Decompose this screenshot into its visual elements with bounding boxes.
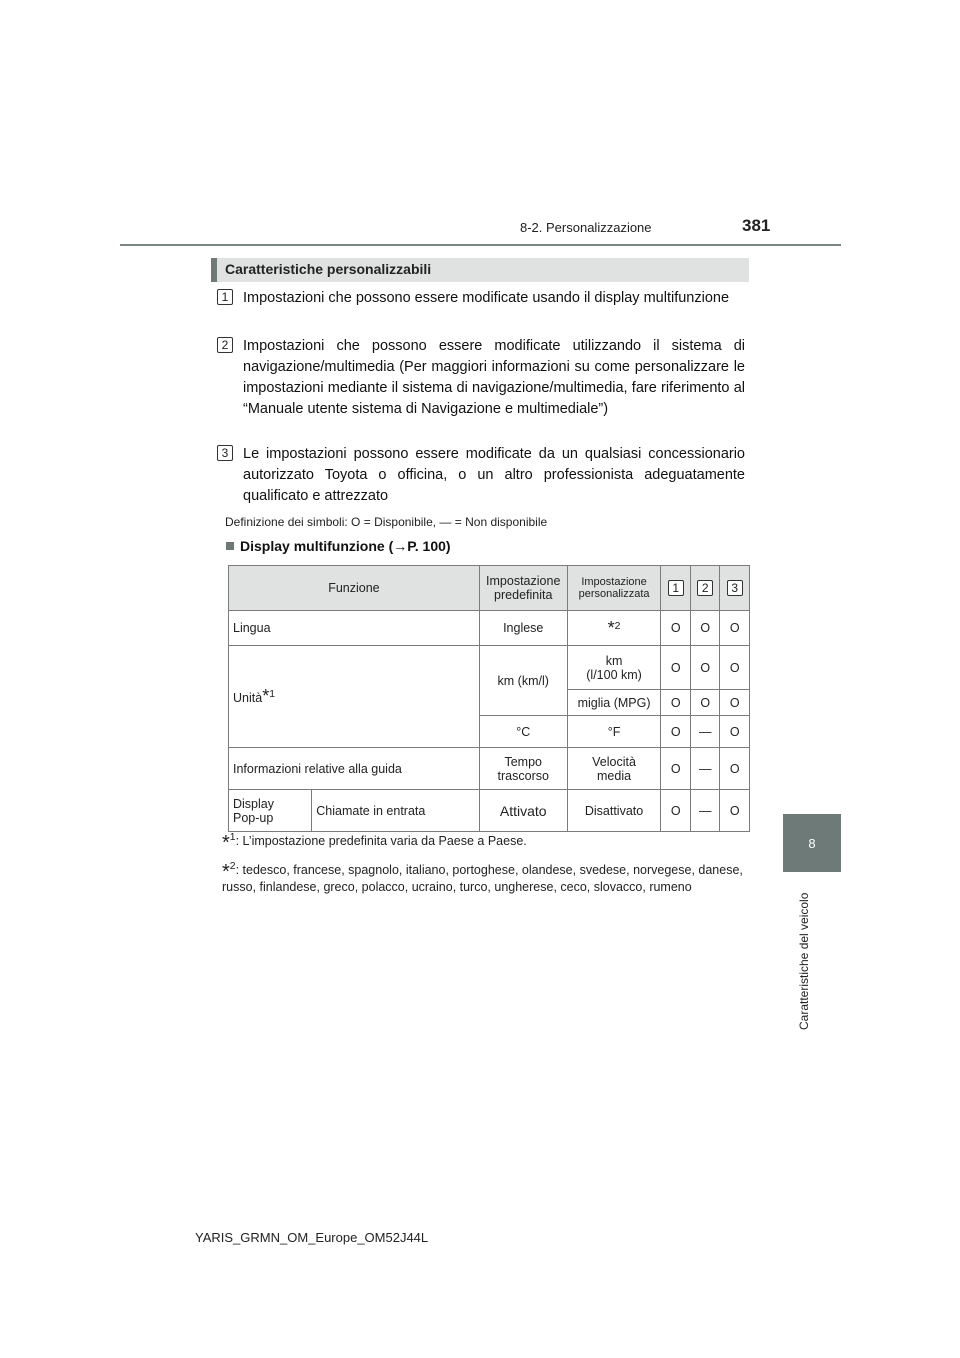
header-rule [120, 244, 841, 246]
cell-custom: km (l/100 km) [567, 646, 661, 690]
arrow-right-icon: → [393, 538, 408, 554]
header-funzione: Funzione [229, 566, 480, 611]
chapter-tab: 8 [783, 814, 841, 872]
cell-default: Attivato [479, 790, 567, 832]
table-header-row [229, 566, 750, 611]
item-2-text: Impostazioni che possono essere modificate utilizzando il sistema di navigazione/multimedia (Per maggiori informazioni su come personalizzare le impostazioni mediante il sistema di navigazione/multimedia, fare riferimento al “Manuale utente sistema di Navigazione e multimediale”) [243, 338, 745, 417]
cell-avail-3: O [720, 790, 750, 832]
cell-avail-1: O [661, 748, 691, 790]
footnote-2: *$^2$: tedesco, francese, spagnolo, italiano, portoghese, olandese, svedese, norvegese, danese, russo, finlandese, greco, polacco, ucraino, turco, ungherese, ceco, slovacco, rumeno [222, 861, 743, 895]
chapter-label [797, 880, 817, 1030]
cell-custom: Disattivato [567, 790, 661, 832]
section-marker [211, 258, 217, 282]
subsection-title: Display multifunzione ( [240, 538, 394, 554]
cell-default: Tempo trascorso [479, 748, 567, 790]
cell-avail-3: O [720, 716, 750, 748]
cell-function: Unità*$^1$ [229, 646, 480, 748]
cell-avail-1: O [661, 790, 691, 832]
table-row [229, 790, 750, 832]
cell-custom: Velocità media [567, 748, 661, 790]
item-3-text: Le impostazioni possono essere modificate da un qualsiasi concessionario autorizzato Toyota o officina, o un altro professionista adeguatamente qualificato e attrezzato [243, 446, 745, 504]
item-1-text: Impostazioni che possono essere modificate usando il display multifunzione [243, 290, 730, 306]
cell-default: km (km/l) [479, 646, 567, 716]
cell-avail-2: O [690, 646, 720, 690]
settings-table [228, 565, 750, 832]
cell-default: Inglese [479, 611, 567, 646]
cell-avail-2: — [690, 716, 720, 748]
number-2-icon: 2 [217, 337, 233, 353]
cell-avail-3: O [720, 690, 750, 716]
cell-avail-3: O [720, 748, 750, 790]
cell-function: Informazioni relative alla guida [229, 748, 480, 790]
cell-subfunction: Chiamate in entrata [312, 790, 480, 832]
subsection-heading [226, 538, 451, 554]
cell-avail-2: — [690, 790, 720, 832]
page-number: 381 [742, 216, 771, 235]
header-section: 8-2. Personalizzazione [520, 220, 652, 235]
cell-function: Lingua [229, 611, 480, 646]
table-row [229, 646, 750, 690]
cell-custom: miglia (MPG) [567, 690, 661, 716]
number-3-icon: 3 [217, 445, 233, 461]
cell-custom: °F [567, 716, 661, 748]
square-bullet-icon [226, 542, 234, 550]
item-2 [217, 336, 745, 420]
cell-avail-1: O [661, 646, 691, 690]
cell-avail-3: O [720, 611, 750, 646]
symbol-definitions: Definizione dei simboli: O = Disponibile, — = Non disponibile [225, 515, 548, 529]
number-3-icon: 3 [727, 580, 743, 596]
number-2-icon: 2 [697, 580, 713, 596]
item-1 [217, 288, 745, 309]
cell-function: Display Pop-up [229, 790, 312, 832]
chapter-label-text: Caratteristiche del veicolo [797, 892, 811, 1030]
page-reference[interactable]: P. 100) [407, 538, 451, 554]
cell-avail-1: O [661, 611, 691, 646]
header-col-1 [661, 566, 691, 611]
cell-custom: *$^2$ [567, 611, 661, 646]
cell-default: °C [479, 716, 567, 748]
header-custom: Impostazione personalizzata [567, 566, 661, 611]
header-col-3 [720, 566, 750, 611]
header-default: Impostazione predefinita [479, 566, 567, 611]
cell-avail-2: O [690, 690, 720, 716]
cell-avail-1: O [661, 716, 691, 748]
number-1-icon: 1 [668, 580, 684, 596]
cell-avail-3: O [720, 646, 750, 690]
table-row [229, 748, 750, 790]
header-col-2 [690, 566, 720, 611]
item-3 [217, 444, 745, 507]
footnote-1: *$^1$: L’impostazione predefinita varia da Paese a Paese. [222, 832, 527, 855]
table-row [229, 611, 750, 646]
number-1-icon: 1 [217, 289, 233, 305]
cell-avail-2: O [690, 611, 720, 646]
section-title: Caratteristiche personalizzabili [225, 261, 432, 277]
document-code: YARIS_GRMN_OM_Europe_OM52J44L [195, 1230, 429, 1245]
cell-avail-2: — [690, 748, 720, 790]
section-title-bar [211, 258, 749, 282]
cell-avail-1: O [661, 690, 691, 716]
